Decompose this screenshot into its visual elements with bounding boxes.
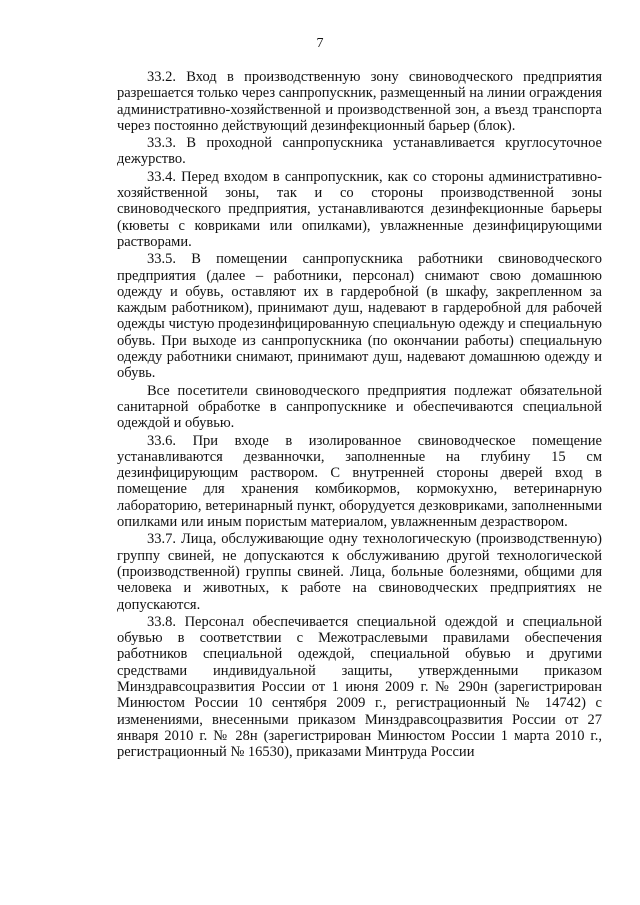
page-number: 7 <box>316 36 324 51</box>
paragraph-visitors: Все посетители свиноводческого предприятия подлежат обязательной санитарной обработке в санпропускнике и обеспечиваются специальной одеждой и обувью. <box>117 382 602 432</box>
document-body <box>117 69 602 761</box>
paragraph-33-8: 33.8. Персонал обеспечивается специальной одеждой и специальной обувью в соответствии с Межотраслевыми правилами обеспечения работников специальной одеждой, специальной обувью и другими средствами индивидуальной защиты, утвержденными приказом Минздравсоцразвития России от 1 июня 2009 г. № 290н (зарегистрирован Минюстом России 10 сентября 2009 г., регистрационный № 14742) с изменениями, внесенными приказом Минздравсоцразвития России от 27 января 2010 г. № 28н (зарегистрирован Минюстом России 1 марта 2010 г., регистрационный № 16530), приказами Минтруда России <box>117 613 602 761</box>
paragraph-33-2: 33.2. Вход в производственную зону свиноводческого предприятия разрешается только через санпропускник, размещенный на линии ограждения административно-хозяйственной и производственной зон, а въезд транспорта через постоянно действующий дезинфекционный барьер (блок). <box>117 69 602 134</box>
paragraph-33-5: 33.5. В помещении санпропускника работники свиноводческого предприятия (далее – работники, персонал) снимают свою домашнюю одежду и обувь, оставляют их в гардеробной (в шкафу, закрепленном за каждым работником), принимают душ, надевают в гардеробной для рабочей одежды чистую продезинфицированную специальную одежду и специальную обувь. При выходе из санпропускника (по окончании работы) специальную одежду работники снимают, принимают душ, надевают домашнюю одежду и обувь. <box>117 251 602 382</box>
paragraph-33-3: 33.3. В проходной санпропускника устанавливается круглосуточное дежурство. <box>117 135 602 168</box>
paragraph-33-7: 33.7. Лица, обслуживающие одну технологическую (производственную) группу свиней, не допускаются к обслуживанию другой технологической (производственной) группы свиней. Лица, больные болезнями, общими для человека и животных, к работе на свиноводческих предприятиях не допускаются. <box>117 531 602 613</box>
paragraph-33-6: 33.6. При входе в изолированное свиноводческое помещение устанавливаются дезванночки, заполненные на глубину 15 см дезинфицирующим раствором. С внутренней стороны дверей вход в помещение для хранения комбикормов, кормокухню, ветеринарную лабораторию, ветеринарный пункт, оборудуется дезковриками, заполненными опилками или иным пористым материалом, увлажненным дезраствором. <box>117 432 602 531</box>
paragraph-33-4: 33.4. Перед входом в санпропускник, как со стороны административно-хозяйственной зоны, так и со стороны производственной зоны свиноводческого предприятия, устанавливаются дезинфекционные барьеры (кюветы с ковриками или опилками), увлажненные дезинфицирующими растворами. <box>117 168 602 250</box>
